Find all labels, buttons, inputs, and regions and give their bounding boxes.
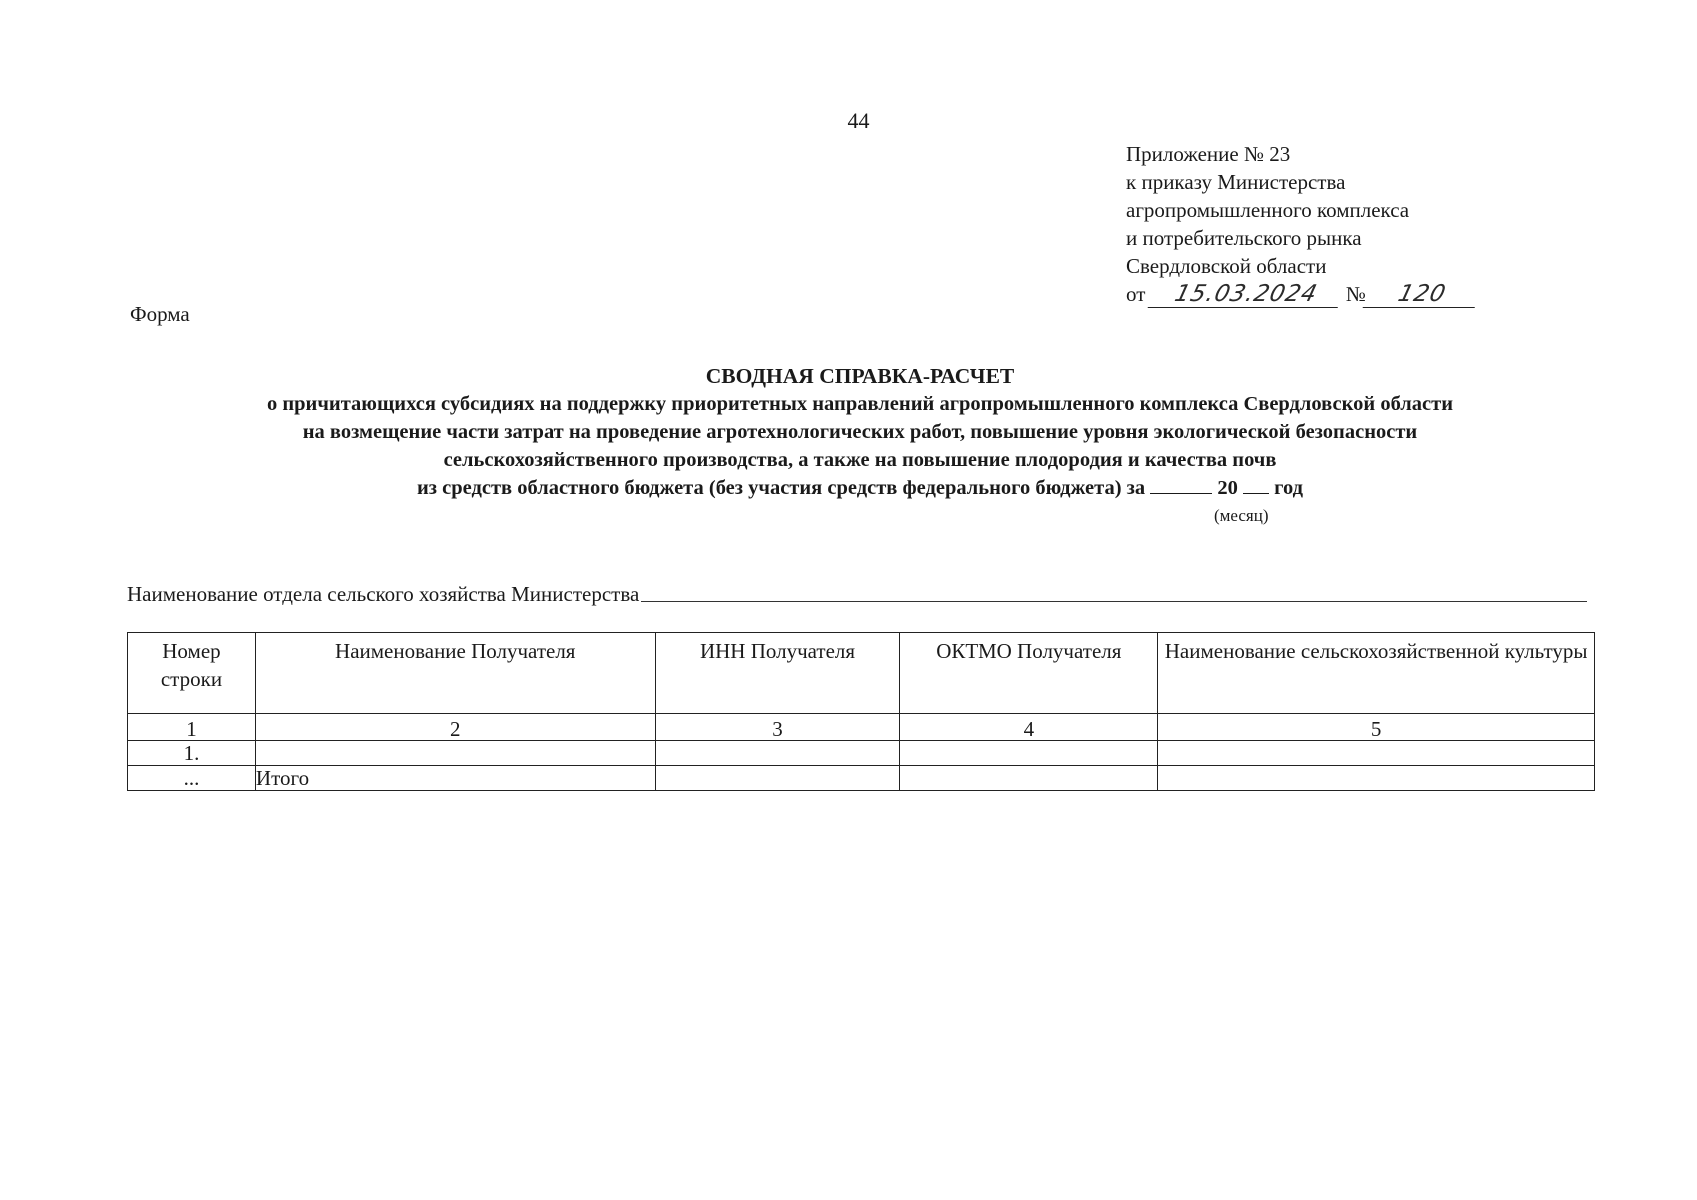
period-suffix: год [1274, 477, 1303, 499]
department-line [127, 582, 1587, 607]
recipients-table [127, 632, 1595, 791]
appendix-line: Свердловской области [1126, 254, 1327, 278]
header-crop-name: Наименование сельскохозяйственной культуры [1158, 633, 1595, 714]
table-cell [900, 741, 1158, 766]
page-number: 44 [847, 108, 870, 133]
header-oktmo: ОКТМО Получателя [900, 633, 1158, 714]
date-prefix: от [1126, 282, 1146, 306]
appendix-block [1126, 140, 1478, 308]
header-recipient-name: Наименование Получателя [255, 633, 655, 714]
period-prefix: из средств областного бюджета (без участия средств федерального бюджета) за [416, 477, 1146, 499]
appendix-line: и потребительского рынка [1126, 226, 1362, 250]
appendix-line: Приложение № 23 [1126, 142, 1291, 166]
column-index: 2 [255, 714, 655, 741]
column-index: 3 [655, 714, 900, 741]
order-date-line [1126, 280, 1478, 308]
handwritten-order-number: 120 [1363, 281, 1482, 308]
title-line: о причитающихся субсидиях на поддержку приоритетных направлений агропромышленного комплекса Свердловской области [266, 393, 1454, 415]
header-inn: ИНН Получателя [655, 633, 900, 714]
column-index: 4 [900, 714, 1158, 741]
column-index: 5 [1158, 714, 1595, 741]
column-index: 1 [128, 714, 256, 741]
main-title: СВОДНАЯ СПРАВКА-РАСЧЕТ [705, 364, 1015, 388]
department-blank [641, 601, 1587, 602]
month-blank [1150, 475, 1212, 494]
handwritten-date: 15.03.2024 [1147, 281, 1344, 308]
table-cell: 1. [128, 741, 256, 766]
month-note: (месяц) [1214, 506, 1269, 525]
table-row-total [128, 766, 1595, 791]
number-prefix: № [1345, 282, 1366, 306]
title-line: на возмещение части затрат на проведение агротехнологических работ, повышение уровня экологической безопасности [302, 421, 1418, 443]
table-row [128, 741, 1595, 766]
appendix-line: агропромышленного комплекса [1126, 198, 1410, 222]
table-cell: ... [128, 766, 256, 791]
header-row-number: Номер строки [128, 633, 256, 714]
table-cell [900, 766, 1158, 791]
year-blank [1243, 475, 1269, 494]
title-line: сельскохозяйственного производства, а также на повышение плодородия и качества почв [443, 449, 1277, 471]
table-cell [1158, 766, 1595, 791]
column-index-row [128, 714, 1595, 741]
department-label: Наименование отдела сельского хозяйства Министерства [127, 582, 640, 606]
total-label-cell: Итого [255, 766, 655, 791]
table-cell [1158, 741, 1595, 766]
table-cell [255, 741, 655, 766]
title-period-line [100, 474, 1620, 502]
table-cell [655, 741, 900, 766]
form-label: Форма [130, 302, 190, 326]
table-header-row [128, 633, 1595, 714]
table-cell [655, 766, 900, 791]
document-title [100, 362, 1620, 502]
period-year: 20 [1217, 477, 1238, 499]
appendix-line: к приказу Министерства [1126, 170, 1346, 194]
